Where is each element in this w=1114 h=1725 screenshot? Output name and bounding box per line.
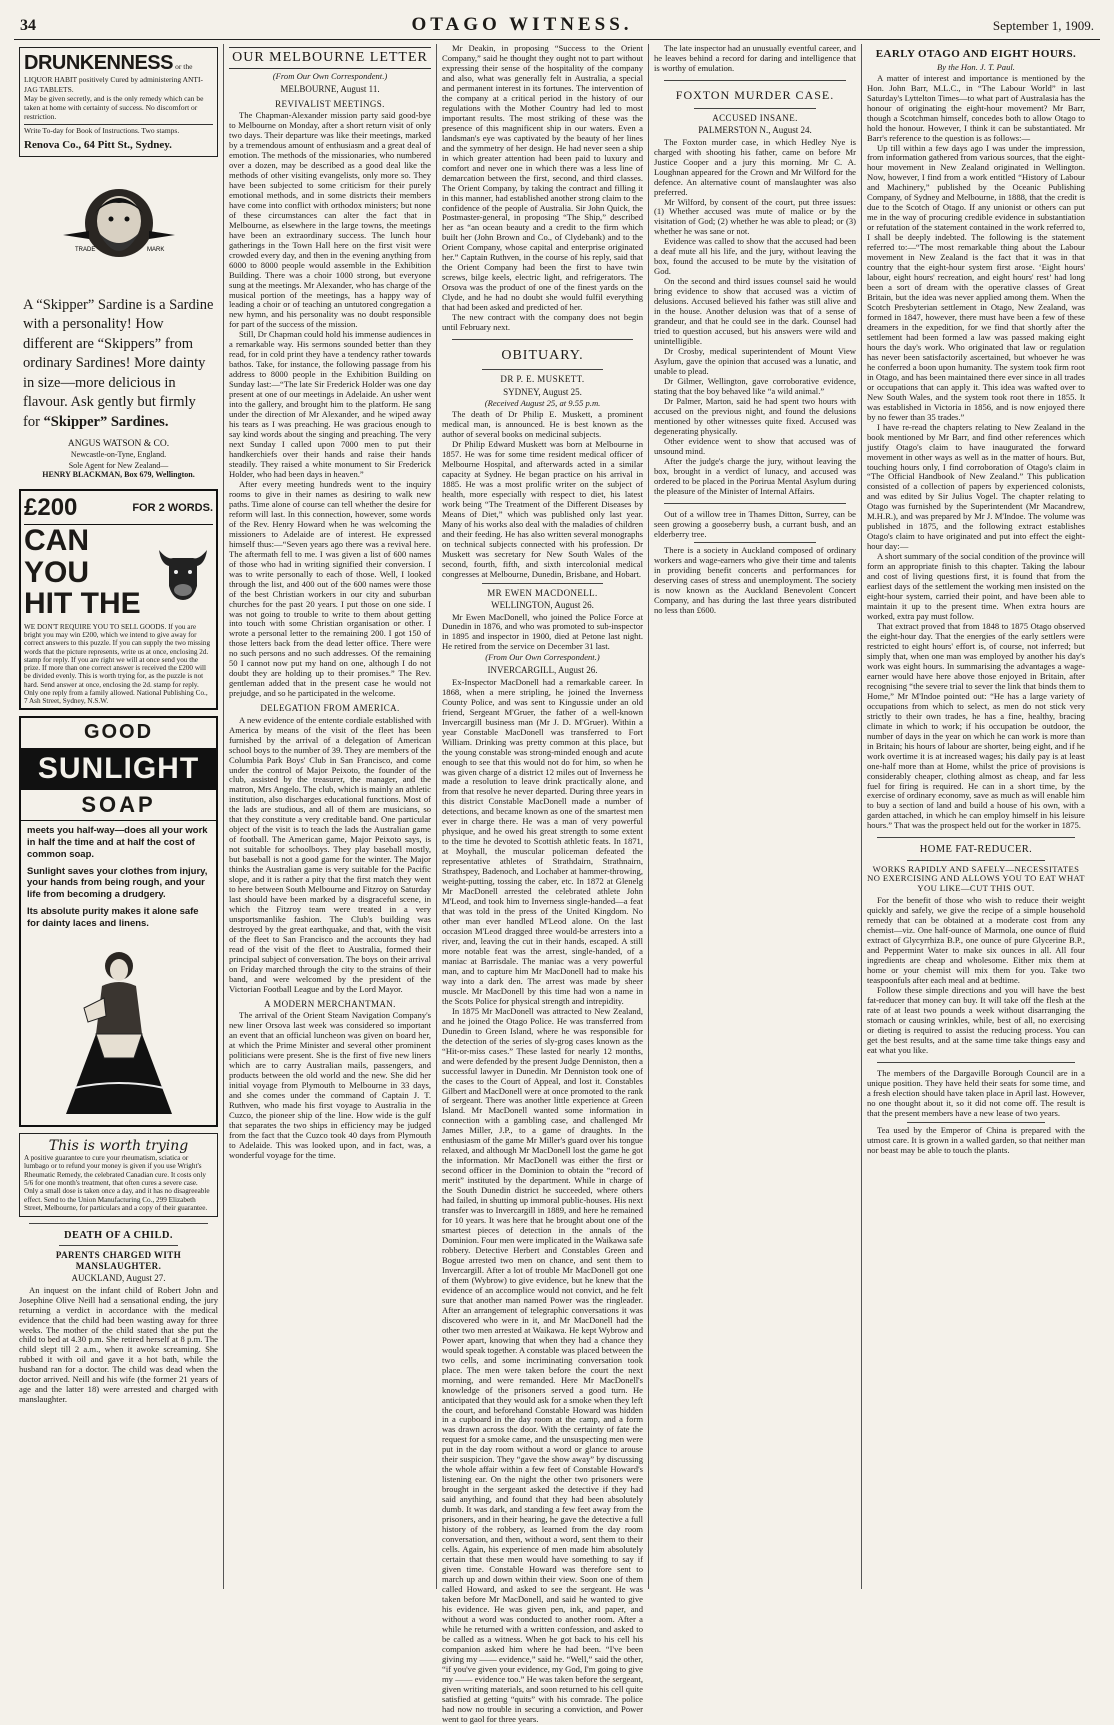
sunlight-good: GOOD <box>83 721 154 744</box>
ad-sunlight-soap <box>19 716 218 1126</box>
foxton-p8: Other evidence went to show that accused was of unsound mind. <box>654 435 856 456</box>
obituary-dateline-sydney: SYDNEY, August 25. <box>503 386 582 397</box>
melbourne-byline: (From Our Own Correspondent.) <box>272 71 388 82</box>
hit-small-print: WE DON'T REQUIRE YOU TO SELL GOODS. If you are bright you may win £200, which we intend to give away for correct answers to this puzzle. If you can supply the two missing words that the picture represents, write us at once, enclosing 2d. stamp for reply. If you are right we will at once send you the prize. If more than one correct answer is received the £200 will be divided evenly. This is worth trying for, as the puzzle is not hard. Send answer at once, enclosing the 2d. stamp for reply. Only one reply from a family allowed. National Publishing Co., 7 Ash Street, Sydney, N.S.W. <box>24 622 211 706</box>
early-otago-byline: By the Hon. J. T. Paul. <box>937 61 1015 72</box>
tm-right: MARK <box>146 246 164 253</box>
obituary-heading: OBITUARY. <box>501 348 584 364</box>
ad-hit-the-puzzle <box>19 489 218 710</box>
sunlight-body-1: meets you half-way—does all your work in half the time and at half the cost of common soap. <box>27 824 208 860</box>
foxton-p5: Dr Crosby, medical superintendent of Mount View Asylum, gave the opinion that accused was a lunatic, and unable to plead. <box>654 346 856 376</box>
foxton-p7: Dr Palmer, Marton, said he had spent two hours with accused on the previous night, and found the delusions mentioned by other witnesses quite fixed. Accused was degenerating physically. <box>654 395 856 436</box>
foxton-p6: Dr Gilmer, Wellington, gave corroborative evidence, stating that the boy behaved like “a wild animal.” <box>654 375 856 396</box>
divider <box>877 1062 1075 1063</box>
death-child-heading: DEATH OF A CHILD. <box>64 1230 173 1242</box>
para-thames-ditton: Out of a willow tree in Thames Ditton, Surrey, can be seen growing a gooseberry bush, a currant bush, and an elderberry tree. <box>654 508 856 539</box>
foxton-p1: The Foxton murder case, in which Hedley Nye is charged with shooting his father, came on before Mr Justice Cooper and a jury this morning. Mr C. A. Loughnan appeared for the Crown and Mr Wilford for the defence. An alternative count of manslaughter was also preferred. <box>654 136 856 197</box>
melbourne-p4: A new evidence of the entente cordiale established with America by means of the visit of the fleet has been furnished by the arrival of a delegation of American school boys to the number of 39. They are members of the Columbia Park Boys' Club in San Francisco, and come under the control of Major Peixoto, the founder of the club, assisted by the treasurer, the manager, and the matron, Mrs Angelo. The club, which is mainly an athletic institution, also discharges educational functions. Most of the lads are studious, and all of them are musicians, so that they constitute a very creditable band. One particular object of the visit is to teach the lads the Australian game of football. The American game, Major Peixoto says, is not suitable for schoolboys. They play baseball mostly, but baseball is not a good game for the winter. The Major thinks the Australian game is very suitable for the Pacific slope, and it is rather a pity that the first match they went to here between South Melbourne and Fitzroy on Saturday last should have been marked by a disgraceful scene, in which the Fitzroy team were treated in a very unsportsmanlike fashion. The Club's building was destroyed by the great earthquake, and that, with the visit of the fleet to San Francisco and the accounts they had read of the visit of the fleet to Australia, formed their principal subject of conversation. The boys on their arrival on Friday marched through the city to the strains of their band, and were welcomed by the president of the Victorian Football League and by the Lord Mayor. <box>229 714 431 994</box>
obituary-byline: (From Our Own Correspondent.) <box>485 652 600 663</box>
obituary-p2: Dr Philip Edward Muskett was born at Melbourne in 1857. He was for some time resident medical officer of Melbourne Hospital, and afterwards acted in a similar capacity at Sydney. He began practice on his arrival in 1885. He was a most prolific writer on the subject of health, more especially with respect to diet, his latest work being “The Treatment of the Different Diseases by Means of Diet,” which was published only last year. Many of his works also deal with the maladies of children and their feeding. He has also written several monographs on technical subjects connected with his profession. Dr Muskett was secretary for New South Wales of the second, fourth, fifth, and sixth intercolonial medical congresses at Melbourne, Dunedin, Brisbane, and Hobart. <box>442 439 643 579</box>
melbourne-heading: OUR MELBOURNE LETTER <box>229 47 431 69</box>
tm-left: TRADE <box>74 246 95 253</box>
obituary-dateline-invercargill: INVERCARGILL, August 26. <box>487 665 598 676</box>
melbourne-sub-delegation: DELEGATION FROM AMERICA. <box>260 703 400 714</box>
obituary-p5: In 1875 Mr MacDonell was attracted to New Zealand, and he joined the Otago Police. He was transferred from Dunedin to Green Island, where he was responsible for the detection of the series of sly-grog cases known as the “Hit-or-miss cases.” These lasted for nearly 12 months, and were defended by the present Judge Denniston, then a successful lawyer in Dunedin. Mr Denniston took one of the cases to the Court of Appeal, and lost it. Constables Gilbert and MacDonell were at once promoted to the rank of sergeant. There was another little experience at Green Island. Mr MacDonell wanted some information in connection with a gambling case, and challenged Mr James Miller, J.P., to a game of draughts. In the enthusiasm of the game Mr Miller's guard over his tongue relaxed, and although Mr MacDonell lost the game he got the information. Mr MacDonell was either the first or second officer in the Dominion to obtain the “record of merit” instituted by the department. While in charge of the South Dunedin district he succeeded, where others had failed, in shutting up immoral public-houses. His next transfer was to Invercargill in 1889, and here he remained for 10 years. It was here that he brought about one of the smartest pieces of detection in the annals of the Dominion. Four men were implicated in the Waikawa safe robbery. Detective Herbert and Constables Green and Bogue arrested two men on chance, and sent them to Invercargill. After a lot of trouble Mr MacDonell got one of them (Wybrow) to give evidence, but he knew that the evidence of an accomplice would not convict, and he felt sure that another man named Power was the ringleader. After an arrangement of telegraphic conversations it was discovered who were in it, and Mr MacDonell had the other two men arrested at Waikawa. He kept Wybrow and Power apart, knowing that when they had a chance they would speak together. A constable was placed between the two cells, and some incriminating conversation took place. The men were taken before the court the next morning, and were remanded. Here Mr MacDonell's knowledge of the prisoners served a good turn. He anticipated that they would ask for a smoke when they left the court, and beforehand Constable Howard was hidden in a cupboard in the day room at the camp, and a form was drawn across the door. With the certainty of fate the request for a smoke came, and the unsuspecting men were put in the day room without a word or glance to arouse their suspicion. They “gave the show away” by discussing the whole affair within a few feet of Constable Howard's listening ear. On the night the other two prisoners were brought in the sergeant asked the detective if they had said anything, and found that they had been absolutely dumb. It was dark, and standing a few feet away from the prisoners, and in their hearing, he gave the detective a full history of the robbery, as learned from the day room conversation, and then, without a word, sent them to their cells. Again, his experience of men made him absolutely certain that these men would have something to say if given time. Constable Howard was therefore sent to march up and down within their view. Soon one of them called Howard, and asked to see the sergeant. He was taken before Mr MacDonell, and said he wanted to give his evidence. He was given pen, ink, and paper, and without a word was conducted to another room. After a while he returned with a written confession, and asked to be called as a witness. When he got back to his cell his companion asked him where he had been. “I've been giving my —— evidence,” said he. “Well,” said the other, “if you've given your evidence, my God, I'm going to give my —— evidence too.” He was taken before the sergeant, given writing materials, and soon returned to his cell quite satisfied at getting “quits” with his comrade. The police had now no trouble in securing a conviction, and Power went to gaol for three years. <box>442 1005 643 1724</box>
ad-drunkenness-side: or the LIQUOR HABIT positively Cured by administering ANTI-JAG TABLETS. <box>24 62 204 95</box>
issue-date: September 1, 1909. <box>992 18 1094 33</box>
para-auckland-society: There is a society in Auckland composed of ordinary workers and wage-earners who give their time and talents in providing benefit concerts and performances for deserving cases of stress and unemployment. The society is now known as the Auckland Benevolent Concert Company, and has during the last three years distributed no less than £600. <box>654 545 856 616</box>
early-otago-p2: Up till within a few days ago I was under the impression, from information gathered from various sources, that the eight-hour movement in New Zealand originated in Wellington. Now, however, I find from a work entitled “History of Labour and Machinery,” published by the Oceanic Publishing Company, of Sydney and Melbourne, in 1888, that the credit is due to the Scotch of Otago. If any unionist or others can put me in the way of procuring credible evidence in substantiation or refutation of the statement contained in the work referred to, I shall be deeply indebted. The following is the statement referred to:—“The most remarkable thing about the Labour movement in New Zealand is the fact that it was in that country that the eight-hour system first arose. ‘Eight hours' labour, eight hours' recreation, and eight hours' rest’ had long been a sort of dream with the operative classes of Great Britain, but the idea was never applied among them. When the Scotch Presbyterian settlement in Otago, New Zealand, was formed in 1847, however, there must have been a few of these dreamers in the expedition, for we find that shortly after the settlement had been formed a law was passed making eight hours the day's work. Who originated that law or regulation has never been satisfactorily ascertained, but whoever he was he conferred a boon upon humanity. The system took firm root in Otago, and has been maintained there ever since in all trades or occupations that can apply it. This idea was wafted over to New South Wales, and the system took root there in 1855. It was established in Victoria in 1856, and is now enjoyed there by no fewer than 35 trades.” <box>867 142 1085 422</box>
obituary-p4: Ex-Inspector MacDonell had a remarkable career. In 1868, when a mere stripling, he joined the Inverness County Police, and was sent to Kingussie under an old friend, Sergeant M'Gruer, the father of a well-known Invercargill business man (Mr J. D. M'Gruer). Within a year Constable MacDonell was transferred to Fort William. Drinking was pretty common at this place, but the young constable was strong-minded enough and acute enough to see that this would not do for him, so when he was given charge of a district 12 miles out of Inverness he made a resolution to leave drink practically alone, and from that resolve he never departed. During three years in this district Constable MacDonell made a number of detections, and became known as one of the smartest men ever in charge there. He was a man of very powerful physique, and he owed his great strength to some extent to the time he devoted to Scottish athletic feats. In 1871, at Moyhall, the muscular policeman defeated the representative athletes of Strathdairn, Strathnairn, Strathspey, Badenoch, and Lochaber at hammer-throwing, weight-putting, tossing the caber, etc. In 1872 at Glenelg Mr MacDonell arrested the celebrated athlete John M'Leod, and took him to Inverness single-handed—a feat that was told in the press of the United Kingdom. No other man ever handled M'Leod alone. On the last occasion M'Leod dragged three would-be arresters into a river, and, leaving the cut in their hands, escaped. A still more notable feat was the arrest, single-handed, of a maniac at Barrisdale. The maniac was a very powerful man, and to capture him Mr MacDonell had to make his way into a dark den. The arrest was made by sheer muscle. Mr MacDonell by this time had won a name in the Scots Police for physical strength and intrepidity. <box>442 676 643 1006</box>
worth-title: This is worth trying <box>48 1137 189 1154</box>
early-otago-heading: EARLY OTAGO AND EIGHT HOURS. <box>875 48 1077 60</box>
early-otago-p1: A matter of interest and importance is mentioned by the Hon. John Barr, M.L.C., in “The Labour World” in last Saturday's Lyttelton Times—to what part of Australasia has the honour of originating the eight-hour movement? Mr Barr, though a Scotchman himself, concedes both to allow Otago to hold the honour. However, I think it can be substantiated. Mr Barr's reference to the question is as follows:— <box>867 72 1085 143</box>
divider <box>29 1223 208 1224</box>
columns <box>14 43 1100 1724</box>
obituary-p1: The death of Dr Philip E. Muskett, a prominent medical man, is announced. He is best known as the author of several books on medicinal subjects. <box>442 409 643 440</box>
foxton-p4: On the second and third issues counsel said he would bring evidence to show that accused was a victim of delusions. Accused believed his father was still alive and in the house. Another delusion was that of a sense of grandeur, and that he could see in the dark. Counsel had tried to question accused, but his answers were wild and unintelligible. <box>654 276 856 347</box>
skipper-copy <box>23 296 214 433</box>
melbourne-sub-merchantman: A MODERN MERCHANTMAN. <box>264 998 396 1009</box>
obituary-p3: Mr Ewen MacDonell, who joined the Police Force at Dunedin in 1876, and who was promoted to sub-inspector in 1895 and inspector in 1900, died at Petone last night. He retired from the service on December 31 last. <box>442 611 643 652</box>
divider <box>877 837 1075 838</box>
bull-head-icon <box>153 540 213 604</box>
skipper-maker: ANGUS WATSON & CO. <box>67 438 170 449</box>
melbourne-p6: Mr Deakin, in proposing “Success to the Orient Company,” said he thought they ought not to part without expressing their sense of the hospitality of the company and also, what was generally felt in Australia, a special and permanent interest in its fortunes. The intervention of the company at a critical period in the history of our regulations with the Mother Country had led to most important results. The most striking of these was the presence of this magnificent ship in our waters. Even a landsman's eye was captivated by the beauty of her lines and the symmetry of her design. He had never seen a ship in which greater attention had been paid to luxury and comfort and never one in which there was a less line of demarcation between the first, second, and third classes. The Orient Company, by taking the contract and filling it in this manner, had established another strong claim to the confidence of the people of Australia. Sir John Quick, the Postmaster-general, in proposing “The Ship,” described her as “an ocean beauty and a credit to the firm which built her (John Brown and Co., of Clydebank) and to the Orient Company, whose capital and enterprise originated her.” Captain Ruthven, in the course of his reply, said that the Orient Company had been the first to have twin screws, bilge keels, electric light, and refrigerators. The Orsova was the product of one of the finest yards on the Clyde, and he had no doubt she would fulfil everything that had been asked and predicted of her. <box>442 43 643 313</box>
melbourne-p3: After every meeting hundreds went to the inquiry rooms to give in their names as desiring to walk new paths. Time alone of course can tell whether the desire for reform will last. In this connection, however, some words of the Rev. Henry Howard when he was welcoming the missioners to Adelaide are of interest. He expressed himself thus:—“Seven years ago there was a revival here. The aftermath fell to me. I was given a list of 600 names of those who had in writing signified their conversion. I was to write personally to each of those. Well, I looked through the list, and 400 out of the 600 names were those of the best Christian workers in our city and suburban churches for the past 20 years. I put those on one side. I was not going to trouble to write to them about getting into touch with some Christian organisation or other. I wrote a personal letter to the remaining 200. I got 150 of those letters back from the dead letter office. There were no such persons and no such addresses. Of the remaining 50 I cannot now put my hand on one, although I do not doubt they are holding up to their promises.” The Rev. gentleman added that in the present case he would not prejudge, and so he participated in the welcome. <box>229 478 431 699</box>
hit-line-2: HIT THE <box>24 587 141 621</box>
worth-body: A positive guarantee to cure your rheumatism, sciatica or lumbago or to refund your money is given if you use Wright's Rheumatic Remedy, the celebrated Canadian cure. It costs only 5/6 for one month's treatment, that often cures a severe case. Only a small dose is taken once a day, and it has no disagreeable effect. Send to the Union Manufacturing Co., 299 Elizabeth Street, Melbourne, for particulars and a copy of their guarantee. <box>24 1154 210 1212</box>
ad-drunkenness-body: May be given secretly, and is the only remedy which can be taken at home with certainty of success. No discomfort or restriction. <box>24 94 204 121</box>
home-fat-p2: Follow these simple directions and you will have the best fat-reducer that money can buy. It will take off the flesh at the rate of at least two pounds a week without disarranging the stomach or causing wrinkles, while, best of all, no exercising or dieting is required to assist the reducing process. You can get the best results, and at the same time take things easy and eat what you like. <box>867 985 1085 1055</box>
melbourne-p2: Still, Dr Chapman could hold his immense audiences in a remarkable way. His sermons sounded better than they read, for in cold print they have a tendency rather towards bathos. Take, for instance, the following passage from his address to 8000 people in the Exhibition Building on Sunday last:—“The late Sir Frederick Holder was one day present at one of our meetings in Adelaide. An usher went into the gallery, and brought him to the platform. He sang under the direction of Mr Alexander, and he wiped away his tears as I was preaching. He was gracious enough to say kind words about the singing and preaching. The very next Sunday I called upon 7000 men to put their handkerchiefs over their hands and raise their hands steadily. They raised a white monument to Sir Frederick Holder, who had been days in heaven.” <box>229 329 431 479</box>
foxton-p9: After the judge's charge the jury, without leaving the box, brought in a verdict of lunacy, and accused was ordered to be placed in the Porirua Mental Asylum during the pleasure of the Minister of Internal Affairs. <box>654 455 856 496</box>
melbourne-sub-revivalist: REVIVALIST MEETINGS. <box>275 98 385 109</box>
foxton-sub: ACCUSED INSANE. <box>712 112 798 123</box>
divider <box>482 583 603 584</box>
hit-line-1: CAN YOU <box>24 524 90 589</box>
foxton-p3: Evidence was called to show that the accused had been a deaf mute all his life, and the jury, without leaving the box, found the accused to be mute by the visitation of God. <box>654 236 856 277</box>
early-otago-p3: I have re-read the chapters relating to New Zealand in the book mentioned by Mr Barr, and find other references which justify Otago's claim to have inaugurated the forward movement in other ways as well as in the matter of hours. But, touching hours only, I find corroboration of Otago's claim in “The Official Handbook of New Zealand.” This publication consisted of a collection of papers by experienced colonists, and was edited by Sir Julius Vogel. The chapter relating to Otago was furnished by the Superintendent (Mr Macandrew, M.H.R.), and was prepared by Mr J. M'Indoe. The volume was published in 1875, and the following extract establishes Otago's claim to have originated and put into effect the eight-hour day:— <box>867 421 1085 552</box>
ad-skipper <box>19 163 218 484</box>
skipper-portrait-trademark <box>59 173 179 283</box>
divider <box>452 339 633 340</box>
woman-illustration <box>44 938 194 1116</box>
column-1 <box>14 44 224 1589</box>
column-5 <box>862 44 1090 1589</box>
column-4 <box>649 44 862 1589</box>
obituary-sub-muskett: DR P. E. MUSKETT. <box>500 374 585 385</box>
skipper-copy-text: A “Skipper” Sardine is a Sardine with a personality! How different are “Skippers” from ordinary Sardines! More dainty in size—more delicious in flavour. Ask gently but firmly for <box>23 296 214 430</box>
home-fat-p1: For the benefit of those who wish to reduce their weight quickly and safely, we give the recipe of a simple household remedy that can be obtained at a moderate cost from any chemist—viz. One half-ounce of Marmola, one ounce of fluid extract of Glycyrrhiza B.P., one ounce of pure Glycerine B.P., and Peppermint Water to make six ounces in all. All four ingredients are cheap and wholesome. Either mix them at home or your chemist will mix them for you. Take two teaspoonfuls after each meal and at bedtime. <box>867 895 1085 986</box>
ad-drunkenness-cta: Write To-day for Book of Instructions. Two stamps. <box>24 124 213 136</box>
divider <box>664 503 846 504</box>
skipper-agent-name: HENRY BLACKMAN, Box 679, Wellington. <box>42 470 195 480</box>
sunlight-body <box>21 821 216 934</box>
ad-drunkenness-address: Renova Co., 64 Pitt St., Sydney. <box>24 138 172 151</box>
sunlight-brand: SUNLIGHT <box>21 748 216 791</box>
skipper-copy-bold: “Skipper” Sardines. <box>43 413 169 430</box>
sunlight-body-2: Sunlight saves your clothes from injury, your hands from being rough, and your life from becoming a drudgery. <box>27 865 208 901</box>
early-otago-p5: That extract proved that from 1848 to 1875 Otago observed the eight-hour day. That the energies of the early settlers were restricted to eight hours' effort is, of course, not inferred; but simply that, when one man was employed by another his day's work was eight hours. In summarising the advantages a wage-earner would have here above those enjoyed in Britain, after recognising “the severe trial to sever the link that binds them to Home,” Mr M'Indoe pointed out: “He has a large variety of occupations from which to select, as men do not stick very strictly to their own trades, he has a fine, healthy, bracing climate in which to work; if his occupation be outdoor, the number of days in the year on which he can work is more than in Britain; his hours of labour are shorter, being eight, and if he work overtime it is at increased wages; his daily pay is at least one-half more than at Home, whilst the price of provisions is considerably cheaper, clothing almost as cheap, and far less fuel for firing is required. He can in a short time, by the exercise of ordinary economy, save as much as will enable him to buy a section of land and build a house of his own, with a garden attached, in which he can employ himself in his leisure hours.” That was the prospect held out for the worker in 1875. <box>867 621 1085 831</box>
death-child-subheading: PARENTS CHARGED WITH MANSLAUGHTER. <box>55 1250 182 1271</box>
melbourne-p7: The new contract with the company does not begin until February next. <box>442 312 643 333</box>
newspaper-title: OTAGO WITNESS. <box>411 14 633 35</box>
divider <box>482 369 603 370</box>
foxton-heading: FOXTON MURDER CASE. <box>675 87 835 102</box>
home-fat-heading: HOME FAT-REDUCER. <box>919 844 1033 856</box>
hit-header <box>24 494 213 525</box>
home-fat-tagline: WORKS RAPIDLY AND SAFELY—NECESSITATES NO EXERCISING AND ALLOWS YOU TO EAT WHAT YOU LIKE—CUT THIS OUT. <box>867 863 1085 894</box>
divider <box>907 860 1045 861</box>
sunlight-soap-word: SOAP <box>21 790 216 821</box>
skipper-agent: Sole Agent for New Zealand— <box>68 460 169 470</box>
masthead <box>14 14 1100 40</box>
divider <box>59 1245 178 1246</box>
ad-worth-trying <box>19 1133 218 1217</box>
death-child-dateline: AUCKLAND, August 27. <box>71 1273 166 1284</box>
sunlight-body-3: Its absolute purity makes it alone safe for dainty laces and linens. <box>27 906 199 930</box>
melbourne-p1: The Chapman-Alexander mission party said good-bye to Melbourne on Monday, after a short return visit of only two days. Their departure was like their meetings, marked by a tremendous amount of enthusiasm and a great deal of emotion. The methods of the missionaries, who numbered over a dozen, may be described as a good deal like the methods of other visiting evangelists, only more so. They have been subjected to some criticism for their purely emotional methods, and in some districts their members have come into conflict with orthodox ministers; but none of these circumstances can alter the fact that in Melbourne, as elsewhere in the large towns, the meetings have been an extraordinary success. The lunch hour gatherings in the Town Hall here on the first visit were crowded every day, and then in the evening anything from 6000 to 8000 people would assemble in the Exhibition Building. There was a choir 1000 strong, but everyone sung at the meetings. Mr Alexander, who has charge of the musical portion of the meetings, has a happy way of leading a choir or of teaching an untutored congregation a new hymn, and his personality was no doubt responsible for part of the success of the mission. <box>229 110 431 330</box>
early-otago-p4: A short summary of the social condition of the province will form an appropriate finish to this chapter. Taking the labour and cost of living questions first, it is found that from the earliest days of the settlement the working men insisted on the eight-hour system, carried their point, and have been able to maintain it up to the present time. When extra hours are worked, extra pay must follow. <box>867 551 1085 622</box>
obituary-dateline-wellington: WELLINGTON, August 26. <box>491 600 594 611</box>
ad-drunkenness-keyword: DRUNKENNESS <box>24 52 173 74</box>
para-dargaville: The members of the Dargaville Borough Council are in a unique position. They have held their seats for some time, and a fresh election should have taken place in April last. However, no one thought about it, so it did not come off. The result is that the present members have a new lease of two years. <box>867 1067 1085 1118</box>
obituary-received: (Received August 25, at 9.55 p.m. <box>484 398 601 409</box>
hit-for-words: FOR 2 WORDS. <box>132 501 213 514</box>
obituary-p6: The late inspector had an unusually eventful career, and he leaves behind a record for daring and intelligence that is worthy of emulation. <box>654 43 856 73</box>
hit-amount: £200 <box>24 494 78 522</box>
melbourne-dateline: MELBOURNE, August 11. <box>280 84 380 95</box>
skipper-maker-place: Newcastle-on-Tyne, England. <box>70 449 167 459</box>
obituary-sub-macdonell: MR EWEN MACDONELL. <box>487 587 598 598</box>
column-2 <box>224 44 437 1589</box>
page-number: 34 <box>20 17 36 34</box>
death-child-body: An inquest on the infant child of Robert John and Josephine Olive Neill had a sensational ending, the jury returning a verdict in accordance with the medical evidence that the child had been wasting away for three weeks. The mother of the child stated that she put the child to bed at 4.30 p.m. She retired herself at 8 p.m. The child slept till 2 a.m., when it awoke screaming. She rubbed it with oil and gave it a hot bath, while the husband ran for a doctor. The child was dead when the doctor arrived. Neill and his wife (the former 21 years of age and the latter 18) were arrested and charged with manslaughter. <box>19 1284 218 1405</box>
melbourne-p5: The arrival of the Orient Steam Navigation Company's new liner Orsova last week was considered so important an event that an official luncheon was given on board her, at which the Prime Minister and several other prominent politicians were present. She is the first of five new liners which are to carry Australian mails, passengers, and products between the old world and the new. She did her initial voyage from Plymouth to Melbourne in 33 days, and she comes under the command of Captain J. T. Ruthven, who made his first voyage to Australia in the Cuzco, the pioneer ship of the line. How wide is the gulf that separates the two ships in efficiency may be judged from the fact that the Cuzco took 40 days from Plymouth to Adelaide. This was looked upon, and in fact, was, a wonderful voyage for the time. <box>229 1010 431 1160</box>
ad-drunkenness <box>19 47 218 157</box>
foxton-dateline: PALMERSTON N., August 24. <box>698 125 812 136</box>
divider <box>694 108 816 109</box>
divider <box>694 542 816 543</box>
para-emperor-tea: Tea used by the Emperor of China is prepared with the utmost care. It is grown in a walled garden, so that neither man nor beast may be able to touch the plants. <box>867 1124 1085 1155</box>
foxton-p2: Mr Wilford, by consent of the court, put three issues: (1) Whether accused was mute of malice or by the visitation of God; (2) whether he was able to plead; or (3) whether he was sane or not. <box>654 196 856 237</box>
divider <box>664 80 846 81</box>
column-3 <box>437 43 649 1724</box>
divider <box>907 1122 1045 1123</box>
